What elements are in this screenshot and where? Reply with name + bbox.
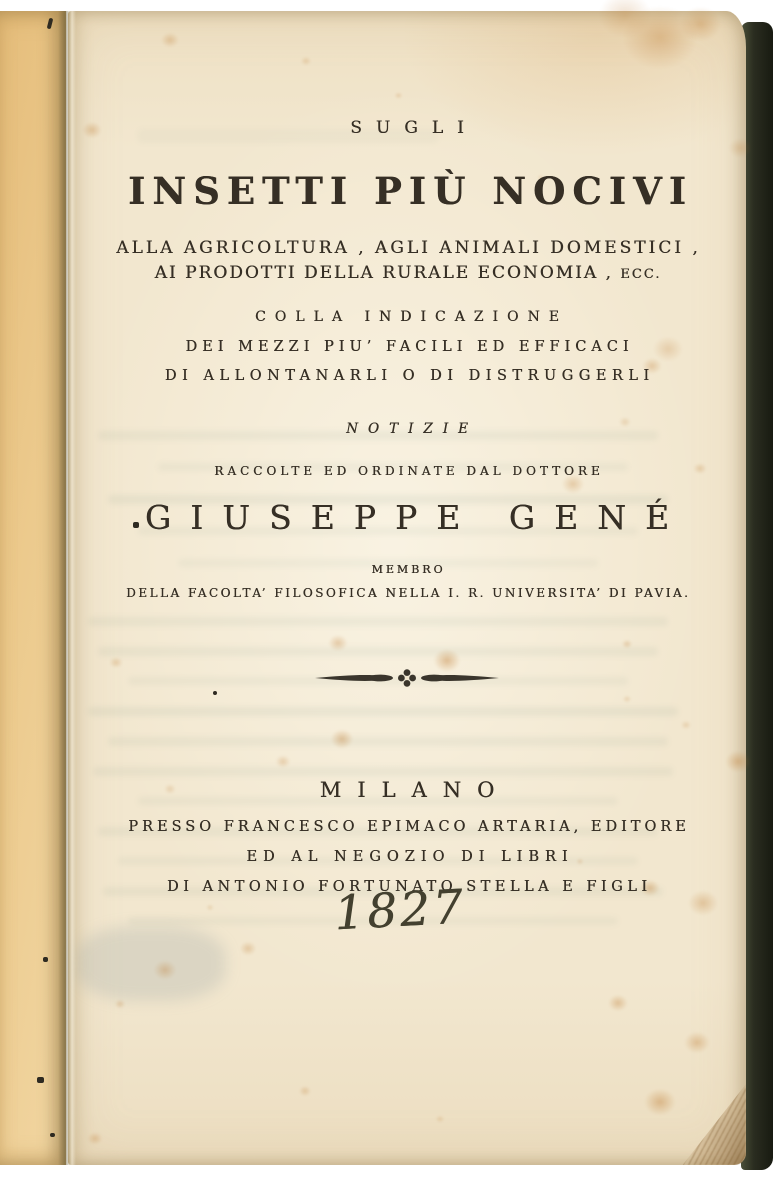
series-word: NOTIZIE xyxy=(346,421,478,437)
indication-line-2: DEI MEZZI PIU’ FACILI ED EFFICACI xyxy=(185,339,634,355)
foxing-stain xyxy=(725,135,755,161)
foxing-stain xyxy=(273,753,293,770)
foxing-stain xyxy=(325,632,351,654)
foxing-stain xyxy=(680,1028,714,1057)
foxing-stain xyxy=(297,1084,313,1098)
half-title: SUGLI xyxy=(350,118,478,138)
author-affiliation: DELLA FACOLTA’ FILOSOFICA NELLA I. R. UNIVERSITA’ DI PAVIA. xyxy=(126,586,691,600)
foxing-stain xyxy=(158,30,182,50)
indication-line-3: DI ALLONTANARLI O DI DISTRUGGERLI xyxy=(164,368,655,384)
dark-speck xyxy=(43,957,48,962)
foxing-stain xyxy=(327,726,357,752)
foxing-stain xyxy=(679,719,693,731)
worn-corner xyxy=(680,1073,746,1165)
subtitle-line-2-abbrev: ECC. xyxy=(620,267,662,282)
title-page xyxy=(68,11,746,1165)
foxing-stain xyxy=(605,992,631,1014)
subtitle-line-2-text: AI PRODOTTI DELLA RURALE ECONOMIA , xyxy=(154,263,613,283)
subtitle-line-1: ALLA AGRICOLTURA , AGLI ANIMALI DOMESTICI , xyxy=(116,238,701,258)
verso-show-through xyxy=(88,617,668,626)
subtitle-line-2 xyxy=(68,263,746,283)
verso-show-through xyxy=(98,647,658,656)
ornament-divider xyxy=(312,666,502,690)
foxing-stain xyxy=(107,655,125,670)
handwritten-year: 1827 xyxy=(332,879,468,942)
dark-speck xyxy=(133,522,139,528)
foxing-stain xyxy=(620,638,634,650)
author-name: GIUSEPPE GENÉ xyxy=(144,498,689,537)
verso-show-through xyxy=(88,707,678,716)
imprint-line-2: ED AL NEGOZIO DI LIBRI xyxy=(246,849,574,865)
foxing-stain xyxy=(673,1,728,48)
dark-speck xyxy=(50,1133,55,1137)
foxing-stain xyxy=(150,957,180,983)
verso-show-through xyxy=(108,737,668,746)
facing-page xyxy=(0,11,66,1165)
foxing-stain xyxy=(434,1114,446,1124)
imprint-line-1: PRESSO FRANCESCO EPIMACO ARTARIA, EDITORE xyxy=(128,819,690,835)
dark-speck xyxy=(37,1077,44,1083)
foxing-stain xyxy=(639,1084,681,1120)
main-title: INSETTI PIÙ NOCIVI xyxy=(127,169,694,213)
foxing-stain xyxy=(85,1130,105,1147)
dark-speck xyxy=(213,691,217,695)
author-title: MEMBRO xyxy=(371,563,446,576)
book-gutter xyxy=(58,11,76,1165)
foxing-stain xyxy=(299,55,313,67)
foxing-stain xyxy=(393,91,404,100)
imprint-line-3: DI ANTONIO FORTUNATO STELLA E FIGLI xyxy=(166,879,652,895)
collected-line: RACCOLTE ED ORDINATE DAL DOTTORE xyxy=(214,464,604,478)
foxing-stain xyxy=(621,694,633,704)
foxing-stain xyxy=(113,998,127,1010)
foxing-stain xyxy=(721,747,755,776)
verso-show-through xyxy=(93,767,673,776)
imprint-city: MILANO xyxy=(319,778,511,802)
indication-line-1: COLLA INDICAZIONE xyxy=(255,309,568,325)
